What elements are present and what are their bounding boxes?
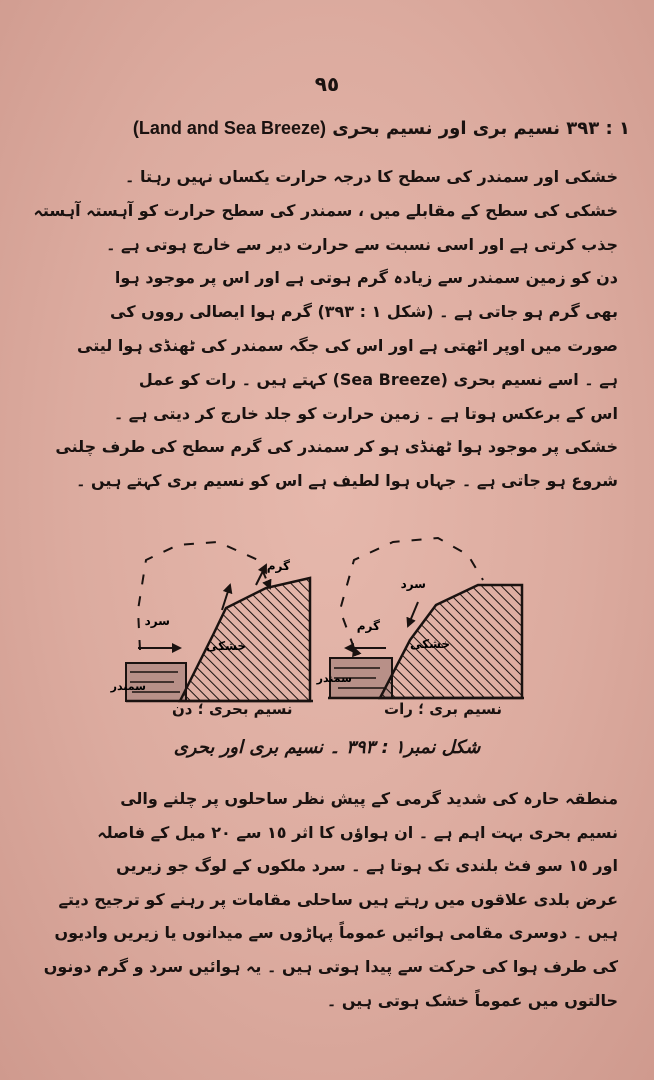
caption-land-breeze-night: نسیم بری ؛ رات [384,700,503,718]
paragraph-line: ہے ۔ اسے نسیم بحری (Sea Breeze) کہتے ہیں ۔ رات کو عمل [138,369,618,389]
cold-label-right: سرد [400,577,426,591]
paragraph-line: منطقہ حارہ کی شدید گرمی کے پیش نظر ساحلوں پر چلنے والی [120,789,618,808]
paragraph-line: صورت میں اوپر اٹھتی ہے اور اس کی جگہ سمندر کی ٹھنڈی ہوا لیتی [77,335,618,355]
paragraph-line: ہیں ۔ دوسری مقامی ہوائیں عموماً پہاڑوں سے میدانوں یا زیریں وادیوں [54,923,618,943]
section-heading-english: (Land and Sea Breeze) [132,118,326,138]
sea-label-left: سمندر [110,680,146,693]
warm-label-right: گرم [356,619,380,633]
paragraph-line: خشکی پر موجود ہوا ٹھنڈی ہو کر سمندر کی گرم سطح کی طرف چلنی [55,437,618,457]
night-panel [316,538,524,698]
paragraph-line: حالتوں میں عموماً خشک ہوتی ہیں ۔ [326,990,618,1010]
land-right [380,585,522,698]
paragraph-line: کی طرف ہوا کی حرکت سے پیدا ہوتی ہیں ۔ یہ ہوائیں سرد و گرم دونوں [43,956,618,976]
paragraph-line: شروع ہو جاتی ہے ۔ جہاں ہوا لطیف ہے اس کو نسیم بری کہتے ہیں ۔ [76,471,618,491]
cold-label-left: سرد [144,614,170,628]
paragraph-2 [38,782,618,1017]
land-label-right: خشکی [410,637,450,651]
paragraph-line: اور ١٥ سو فٹ بلندی تک ہوتا ہے ۔ سرد ملکوں کے لوگ جو زیریں [116,856,618,876]
warm-label-left: گرم [266,559,290,573]
section-heading-urdu: ١ : ٣٩٣ نسیم بری اور نسیم بحری [332,118,630,139]
paragraph-line: دن کو زمین سمندر سے زیادہ گرم ہوتی ہے اور اس پر موجود ہوا [114,268,618,288]
paragraph-line: خشکی اور سمندر کی سطح کا درجہ حرارت یکساں نہیں رہتا ۔ [125,167,618,186]
sea-label-right: سمندر [316,672,352,685]
paragraph-line: اس کے برعکس ہوتا ہے ۔ زمین حرارت کو جلد خارج کر دیتی ہے ۔ [113,403,618,423]
land-label-left: خشکی [206,639,246,653]
paragraph-line: خشکی کی سطح کے مقابلے میں ، سمندر کی سطح حرارت کو آہستہ آہستہ [33,200,618,220]
caption-sea-breeze-day: نسیم بحری ؛ دن [172,700,293,718]
paragraph-line: نسیم بحری بہت اہم ہے ۔ ان ہواؤں کا اثر ١٥ سے ٢٠ میل کے فاصلہ [97,822,618,842]
section-heading [30,118,630,139]
figure-title: شکل نمبر١ : ٣٩٣ ۔ نسیم بری اور بحری [173,737,481,758]
paragraph-line: جذب کرتی ہے اور اسی نسبت سے حرارت دیر سے خارج ہوتی ہے ۔ [106,234,618,254]
paragraph-line: بھی گرم ہو جاتی ہے ۔ (شکل ١ : ٣٩٣) گرم ہوا ایصالی رووں کی [110,302,618,322]
paragraph-line: عرض بلدی علاقوں میں رہتے ہیں ساحلی مقامات پر رہنے کو ترجیح دیتے [58,889,618,909]
paragraph-1 [33,160,618,498]
page-number: ٩٥ [314,72,340,96]
day-panel [110,542,313,701]
